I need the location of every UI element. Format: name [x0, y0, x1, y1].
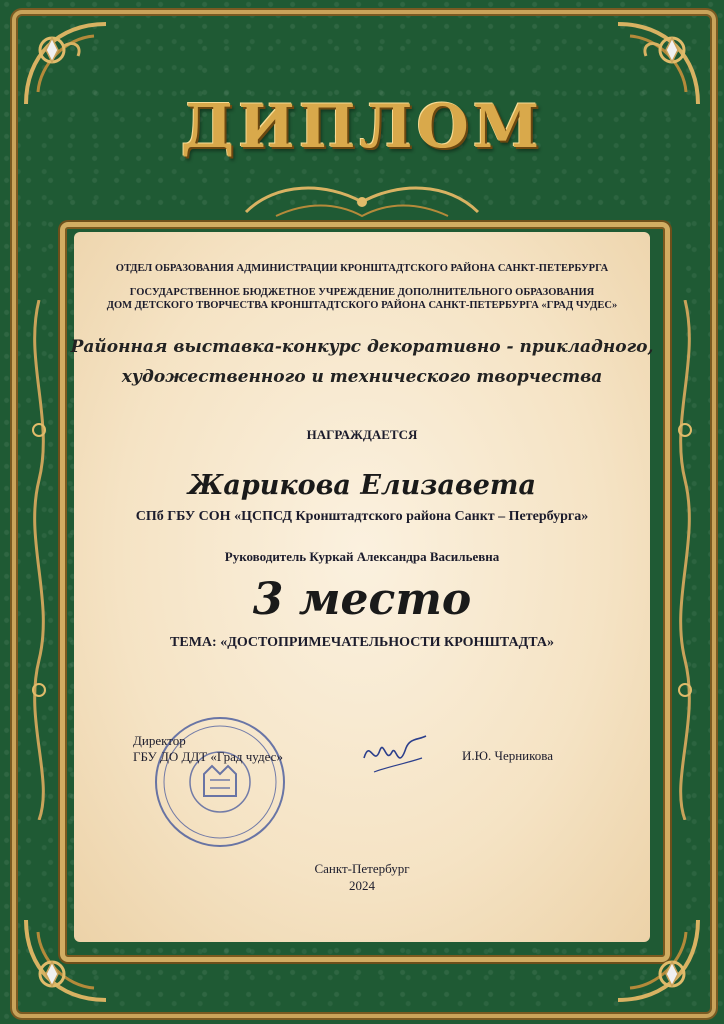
director-name: И.Ю. Черникова	[462, 748, 554, 763]
contest-line1: Районная выставка-конкурс декоративно - прикладного,	[70, 337, 654, 357]
theme-line: ТЕМА: «ДОСТОПРИМЕЧАТЕЛЬНОСТИ КРОНШТАДТА»	[170, 635, 554, 650]
org-institution	[0, 286, 724, 312]
place-award: 3 место	[252, 574, 472, 625]
diploma-title: ДИПЛОМ	[180, 92, 544, 162]
org-department: ОТДЕЛ ОБРАЗОВАНИЯ АДМИНИСТРАЦИИ КРОНШТАДТСКОГО РАЙОНА САНКТ-ПЕТЕРБУРГА	[115, 263, 609, 274]
corner-ornament-icon	[18, 912, 114, 1008]
director-title-line1: Директор	[133, 733, 186, 748]
city: Санкт-Петербург	[314, 861, 410, 876]
awarded-label: НАГРАЖДАЕТСЯ	[306, 427, 418, 442]
corner-ornament-icon	[610, 912, 706, 1008]
contest-line2: художественного и технического творчества	[121, 367, 603, 387]
director-title-line2: ГБУ ДО ДДТ «Град чудес»	[133, 749, 283, 764]
winner-institution: СПб ГБУ СОН «ЦСПСД Кронштадтского района Санкт – Петербурга»	[135, 509, 589, 524]
title-swirl-ornament-icon	[236, 172, 488, 228]
leader-name: Руководитель Куркай Александра Васильевна	[224, 549, 500, 564]
org-institution-line1: ГОСУДАРСТВЕННОЕ БЮДЖЕТНОЕ УЧРЕЖДЕНИЕ ДОПОЛНИТЕЛЬНОГО ОБРАЗОВАНИЯ	[129, 287, 595, 298]
signature-icon	[360, 728, 430, 778]
contest-name	[0, 332, 724, 392]
director-title	[133, 733, 283, 765]
year: 2024	[349, 878, 375, 893]
winner-name: Жарикова Елизавета	[187, 470, 536, 501]
org-institution-line2: ДОМ ДЕТСКОГО ТВОРЧЕСТВА КРОНШТАДТСКОГО РАЙОНА САНКТ-ПЕТЕРБУРГА «ГРАД ЧУДЕС»	[106, 300, 618, 311]
